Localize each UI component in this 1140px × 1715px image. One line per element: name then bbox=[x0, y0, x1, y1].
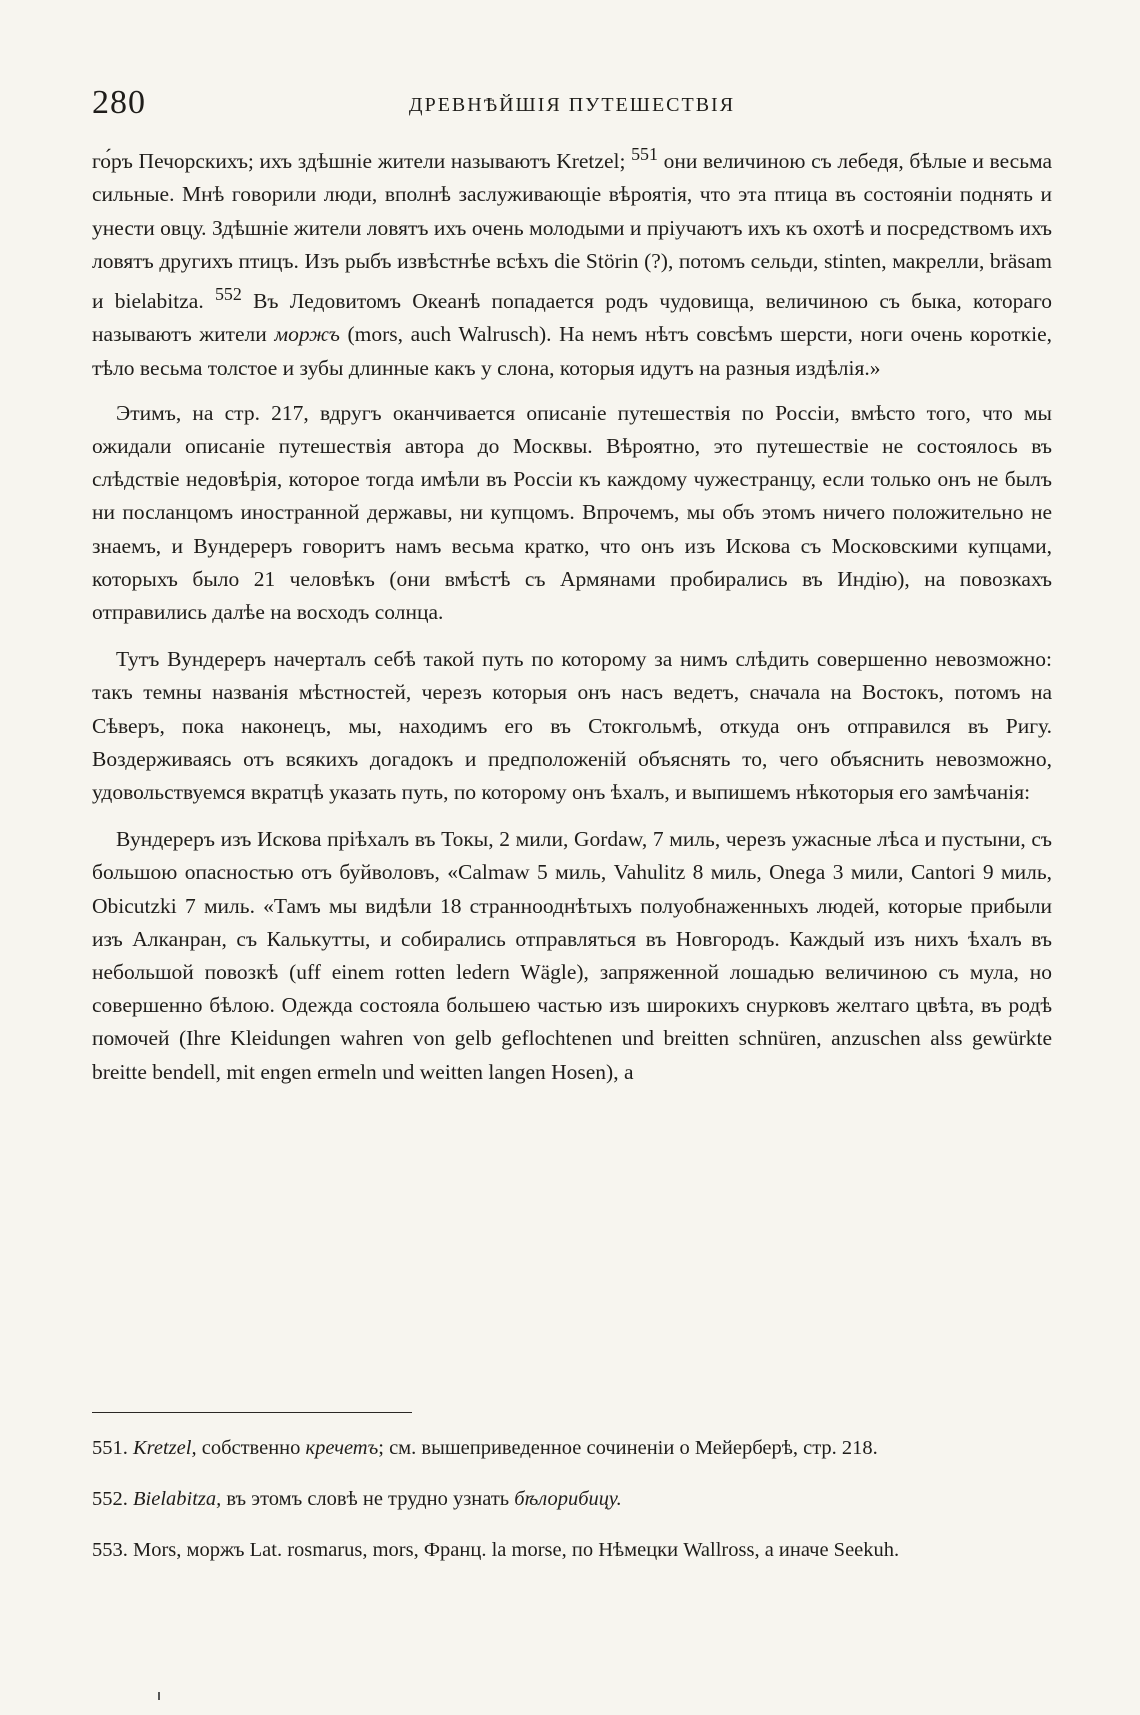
italic-word-morzh: моржъ bbox=[274, 322, 340, 347]
footnote-553 bbox=[92, 1534, 1052, 1567]
page-number: 280 bbox=[92, 84, 146, 121]
footnote-551-italic: кречетъ bbox=[305, 1437, 379, 1459]
footnote-552-text-1: въ этомъ словѣ не трудно узнать bbox=[221, 1488, 515, 1510]
footnote-552 bbox=[92, 1483, 1052, 1516]
paragraph-1-part-2: они величиною съ лебедя, бѣлые и весьма сильные. Мнѣ говорили люди, вполнѣ заслуживающіе вѣроятія, что эта птица въ состояніи поднять и унести овцу. Здѣшніе жители ловятъ ихъ очень молодыми и пріучаютъ ихъ къ охотѣ и посредствомъ ихъ ловятъ другихъ птицъ. Изъ рыбъ извѣстнѣе всѣхъ die Störin (?), потомъ сельди, stinten, макрелли, bräsam и bielabitza. bbox=[92, 149, 1053, 314]
footnote-ref-551[interactable]: 551 bbox=[631, 144, 658, 164]
page-header bbox=[92, 84, 1052, 134]
footnote-553-number: 553. bbox=[92, 1539, 128, 1561]
footnote-553-text: Mors, моржъ Lat. rosmarus, mors, Франц. la morse, по Нѣмецки Wallross, а иначе Seekuh. bbox=[133, 1539, 900, 1561]
footnote-552-number: 552. bbox=[92, 1488, 128, 1510]
footnotes bbox=[92, 1432, 1052, 1585]
body-text bbox=[92, 138, 1052, 1103]
footnote-552-italic: бѣлорибицу. bbox=[514, 1488, 622, 1510]
paragraph-4: Вундереръ изъ Искова пріѣхалъ въ Токы, 2 мили, Gordaw, 7 миль, черезъ ужасные лѣса и пустыни, съ большою опасностью отъ буйволовъ, «Calmaw 5 миль, Vahulitz 8 миль, Onega 3 мили, Cantori 9 миль, Obicutzki 7 миль. «Тамъ мы видѣли 18 страннооднѣтыхъ полуобнаженныхъ людей, которые прибыли изъ Алканран, съ Калькутты, и собирались отправляться въ Новгородъ. Каждый изъ нихъ ѣхалъ въ небольшой повозкѣ (uff einem rotten ledern Wägle), запряженной лошадью величиною съ мула, но совершенно бѣлою. Одежда состояла большею частью изъ широкихъ снурковъ желтаго цвѣта, въ родѣ помочей (Ihre Kleidungen wahren von gelb geflochtenen und breitten schnüren, anzuschen alss gewürkte breitte bendell, mit engen ermeln und weitten langen Hosen), а bbox=[92, 827, 1052, 1084]
scan-mark bbox=[158, 1692, 160, 1700]
footnote-ref-552[interactable]: 552 bbox=[214, 283, 242, 304]
paragraph-1-part-4: (mors, auch Walrusch). На немъ нѣтъ совсѣмъ шерсти, ноги очень короткіе, тѣло весьма толстое и зубы длинные какъ у слона, которыя идутъ на разныя издѣлія.» bbox=[92, 322, 1052, 380]
paragraph-2: Этимъ, на стр. 217, вдругъ оканчивается описаніе путешествія по Россіи, вмѣсто того, что мы ожидали описаніе путешествія автора до Москвы. Вѣроятно, это путешествіе не состоялось въ слѣдствіе недовѣрія, которое тогда имѣли въ Россіи къ каждому чужестранцу, если только онъ не былъ ни посланцомъ иностранной державы, ни купцомъ. Впрочемъ, мы объ этомъ ничего положительно не знаемъ, и Вундереръ говоритъ намъ весьма кратко, что онъ изъ Искова съ Московскими купцами, которыхъ было 21 человѣкъ (они вмѣстѣ съ Армянами пробирались въ Индію), на повозкахъ отправились далѣе на восходъ солнца. bbox=[92, 400, 1052, 624]
paragraph-3: Тутъ Вундереръ начерталъ себѣ такой путь по которому за нимъ слѣдить совершенно невозможно: такъ темны названія мѣстностей, черезъ которыя онъ насъ ведетъ, сначала на Востокъ, потомъ на Сѣверъ, пока наконецъ, мы, находимъ его въ Стокгольмѣ, откуда онъ отправился въ Ригу. Воздерживаясь отъ всякихъ догадокъ и предположеній объяснять то, чего объяснить невозможно, удовольствуемся вкратцѣ указать путь, по которому онъ ѣхалъ, и выпишемъ нѣкоторыя его замѣчанія: bbox=[92, 647, 1052, 804]
footnote-551-term: Kretzel, bbox=[133, 1437, 197, 1459]
paragraph-1-part-3: Въ Ледовитомъ Океанѣ попадается родъ чудовища, величиною съ быка, котораго называютъ жители bbox=[92, 289, 1052, 347]
footnote-551 bbox=[92, 1432, 1052, 1465]
paragraph-1 bbox=[92, 138, 1052, 385]
footnote-551-number: 551. bbox=[92, 1437, 128, 1459]
footnote-551-text-1: собственно bbox=[196, 1437, 306, 1459]
paragraph-1-part-1: го́ръ Печорскихъ; ихъ здѣшніе жители называютъ Kretzel; bbox=[92, 149, 632, 174]
footnote-551-text-2: ; см. вышеприведенное сочиненіи о Мейерберѣ, стр. 218. bbox=[378, 1437, 878, 1459]
footnote-552-term: Bielabitza, bbox=[133, 1488, 222, 1510]
footnote-divider bbox=[92, 1412, 412, 1413]
running-title: ДРЕВНѢЙШІЯ ПУТЕШЕСТВІЯ bbox=[408, 94, 736, 116]
